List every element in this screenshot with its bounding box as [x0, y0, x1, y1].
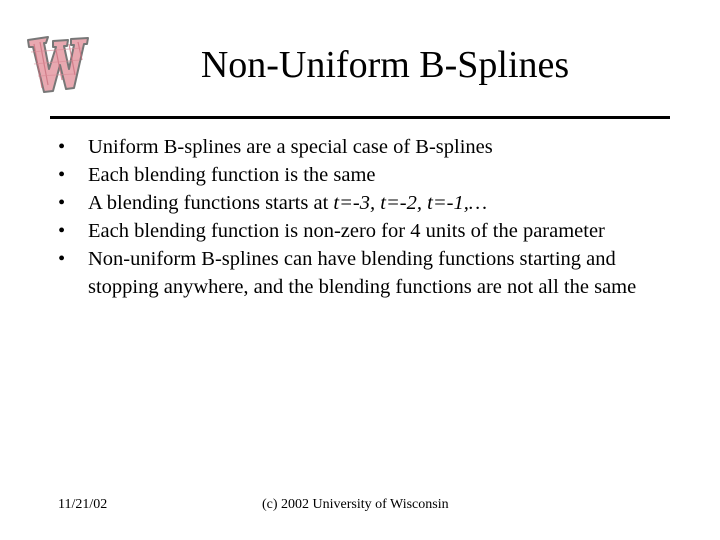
- bullet-text: Each blending function is the same: [88, 164, 376, 186]
- bullet-item: [58, 161, 688, 189]
- bullet-text: t=-3, t=-2, t=-1,…: [333, 192, 488, 214]
- bullet-text: Uniform B-splines are a special case of B-splines: [88, 136, 493, 158]
- bullet-item: [58, 133, 688, 161]
- university-w-logo-icon: [22, 30, 94, 102]
- bullet-text: Each blending function is non-zero for 4 units of the parameter: [88, 220, 605, 242]
- bullet-item: [58, 189, 688, 217]
- bullet-dot: •: [58, 192, 66, 214]
- bullet-dot: •: [58, 136, 66, 158]
- footer-date: 11/21/02: [58, 497, 108, 512]
- bullet-dot: •: [58, 248, 66, 270]
- bullet-text: Non-uniform B-splines can have blending functions starting and stopping anywhere, and the blending functions are not all the same: [88, 248, 637, 298]
- bullet-dot: •: [58, 164, 66, 186]
- bullet-item: [58, 245, 688, 301]
- bullet-dot: •: [58, 220, 66, 242]
- bullet-list: [58, 133, 688, 301]
- footer-copyright: (c) 2002 University of Wisconsin: [262, 497, 449, 512]
- title-divider: [50, 116, 670, 119]
- slide-title: Non-Uniform B-Splines: [200, 44, 570, 86]
- bullet-item: [58, 217, 688, 245]
- bullet-text: A blending functions starts at: [88, 192, 334, 214]
